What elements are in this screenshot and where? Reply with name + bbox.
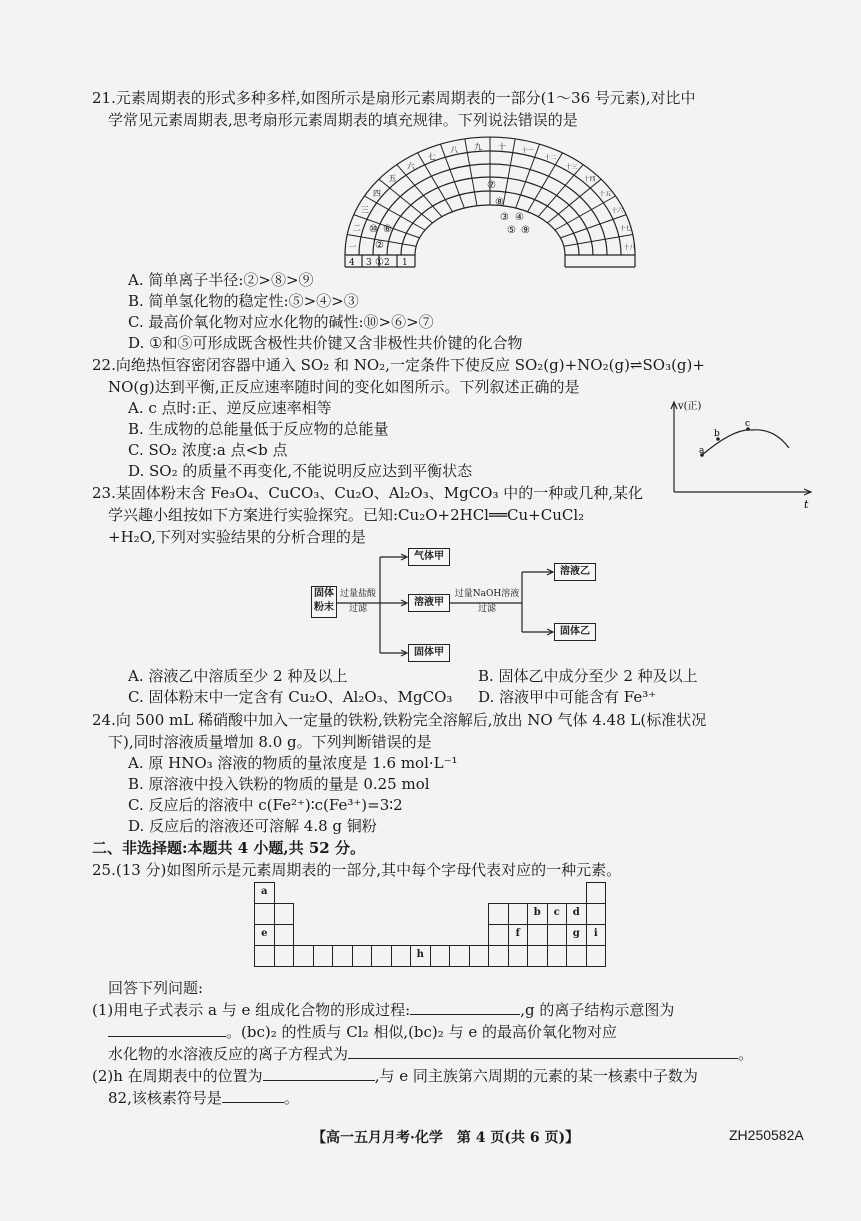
fan-period-label: 八 — [450, 145, 459, 155]
periodic-table-cell: e — [254, 924, 275, 946]
flow-step1-action: 过滤 — [348, 604, 367, 614]
periodic-table-cell — [274, 903, 295, 925]
q21-option-d: D. ①和⑤可形成既含极性共价键又含非极性共价键的化合物 — [128, 334, 523, 352]
fan-period-label: 五 — [388, 174, 397, 184]
answer-blank-ion-diagram[interactable] — [108, 1022, 226, 1037]
periodic-table-cell — [293, 945, 314, 967]
section-heading: 二、非选择题:本题共 4 小题,共 52 分。 — [92, 839, 365, 857]
periodic-table-cell — [332, 945, 353, 967]
fan-ray — [564, 235, 633, 247]
graph-point-a: a — [699, 446, 705, 456]
periodic-table-cell: d — [566, 903, 587, 925]
periodic-table-cell — [566, 945, 587, 967]
periodic-table-cell: f — [508, 924, 529, 946]
q25-p1-text-d: 水化物的水溶液反应的离子方程式为 — [108, 1045, 349, 1063]
q22-option-c: C. SO₂ 浓度:a 点<b 点 — [128, 441, 288, 459]
q22-stem-line2: NO(g)达到平衡,正反应速率随时间的变化如图所示。下列叙述正确的是 — [108, 378, 580, 396]
q24-option-b: B. 原溶液中投入铁粉的物质的量是 0.25 mol — [128, 775, 430, 793]
fan-mark: ⑨ — [521, 225, 530, 236]
flow-gas-jia: 气体甲 — [408, 548, 450, 566]
q21-option-b: B. 简单氢化物的稳定性:⑤>④>③ — [128, 292, 359, 310]
q23-stem-line2: 学兴趣小组按如下方案进行实验探究。已知:Cu₂O+2HCl══Cu+CuCl₂ — [108, 506, 585, 524]
q25-p2-text-b: ,与 e 同主族第六周期的元素的某一核素中子数为 — [374, 1067, 698, 1085]
flow-step2-action: 过滤 — [477, 604, 496, 614]
periodic-table-cell — [313, 945, 334, 967]
periodic-table-cell — [274, 924, 295, 946]
answer-blank-formation[interactable] — [410, 1000, 520, 1015]
periodic-table-cell — [488, 903, 509, 925]
periodic-table-cell — [547, 924, 568, 946]
periodic-table-cell: b — [527, 903, 548, 925]
periodic-table-cell — [391, 945, 412, 967]
periodic-table-cell — [371, 945, 392, 967]
fan-period-label: 十一 — [521, 147, 534, 155]
periodic-table-cell: c — [547, 903, 568, 925]
q25-part1-line2 — [108, 1022, 617, 1042]
periodic-table-cell — [508, 945, 529, 967]
flow-start-label-1: 固体 — [314, 588, 334, 599]
fan-row-label: 1 — [402, 258, 408, 268]
fan-ray — [538, 165, 583, 217]
q21-stem-line1: 21.元素周期表的形式多种多样,如图所示是扇形元素周期表的一部分(1～36 号元素),对比中 — [92, 89, 696, 107]
q23-option-c: C. 固体粉末中一定含有 Cu₂O、Al₂O₃、MgCO₃ — [128, 688, 453, 706]
q25-p1-text-b: ,g 的离子结构示意图为 — [520, 1001, 675, 1019]
flow-step2-reagent: 过量NaOH溶液 — [454, 589, 520, 599]
flow-solid-yi: 固体乙 — [554, 623, 596, 641]
fan-period-label: 七 — [427, 152, 436, 162]
graph-xlabel: t — [804, 498, 809, 510]
q22-stem-line1: 22.向绝热恒容密闭容器中通入 SO₂ 和 NO₂,一定条件下使反应 SO₂(g)+NO₂(g)⇌SO₃(g)+ — [92, 356, 705, 374]
periodic-table-cell: i — [586, 924, 607, 946]
q25-p2-text-c: 82,该核素符号是 — [108, 1089, 222, 1107]
q25-p1-text-a: (1)用电子式表示 a 与 e 组成化合物的形成过程: — [92, 1001, 411, 1019]
periodic-table-cell — [274, 945, 295, 967]
flow-start-box — [311, 586, 337, 618]
q24-option-d: D. 反应后的溶液还可溶解 4.8 g 铜粉 — [128, 817, 377, 835]
periodic-table-cell — [254, 945, 275, 967]
fan-period-label: 十三 — [565, 163, 578, 171]
fan-ray — [379, 179, 433, 223]
periodic-table-grid — [254, 882, 634, 972]
fan-period-label: 一 — [348, 242, 357, 252]
fan-period-label: 十五 — [599, 190, 612, 198]
graph-point-c: c — [745, 419, 751, 429]
fan-ray — [548, 179, 602, 223]
q25-answer-prompt: 回答下列问题: — [108, 979, 204, 997]
footer-code: ZH250582A — [729, 1127, 804, 1143]
fan-period-label: 十七 — [619, 225, 632, 233]
q22-option-a: A. c 点时:正、逆反应速率相等 — [128, 399, 332, 417]
q21-option-a: A. 简单离子半径:②>⑧>⑨ — [128, 271, 314, 289]
fan-mark: ① — [375, 257, 384, 268]
q25-part1-line1 — [92, 1000, 674, 1020]
graph-point-b: b — [714, 429, 720, 439]
periodic-table-cell: g — [566, 924, 587, 946]
periodic-table-cell — [547, 945, 568, 967]
fan-row-label: 2 — [384, 258, 390, 268]
fan-mark: ⑦ — [487, 180, 496, 191]
fan-period-label: 九 — [474, 142, 482, 152]
fan-row-label: 4 — [349, 258, 355, 268]
q25-p2-text-a: (2)h 在周期表中的位置为 — [92, 1067, 263, 1085]
q23-option-a: A. 溶液乙中溶质至少 2 种及以上 — [128, 667, 348, 685]
q23-option-d: D. 溶液甲中可能含有 Fe³⁺ — [478, 688, 657, 706]
q24-stem-line2: 下),同时溶液质量增加 8.0 g。下列判断错误的是 — [108, 733, 432, 751]
fan-row-label: 3 — [366, 258, 372, 268]
q24-option-c: C. 反应后的溶液中 c(Fe²⁺)∶c(Fe³⁺)=3∶2 — [128, 796, 403, 814]
periodic-table-cell — [352, 945, 373, 967]
periodic-table-cell — [586, 903, 607, 925]
periodic-table-cell — [586, 945, 607, 967]
fan-period-label: 十 — [498, 142, 506, 152]
periodic-table-cell: h — [410, 945, 431, 967]
flow-solid-jia: 固体甲 — [408, 644, 450, 662]
flow-solution-yi: 溶液乙 — [554, 563, 596, 581]
q22-option-b: B. 生成物的总能量低于反应物的总能量 — [128, 420, 389, 438]
q23-stem-line3: +H₂O,下列对实验结果的分析合理的是 — [108, 528, 366, 546]
q25-intro: 25.(13 分)如图所示是元素周期表的一部分,其中每个字母代表对应的一种元素。 — [92, 861, 622, 879]
answer-blank-nuclide[interactable] — [222, 1088, 284, 1103]
flow-step1-reagent: 过量盐酸 — [339, 589, 376, 599]
periodic-table-cell — [488, 945, 509, 967]
q25-p1-end: 。 — [738, 1045, 754, 1063]
q24-option-a: A. 原 HNO₃ 溶液的物质的量浓度是 1.6 mol·L⁻¹ — [128, 754, 458, 772]
q23-stem-line1: 23.某固体粉末含 Fe₃O₄、CuCO₃、Cu₂O、Al₂O₃、MgCO₃ 中的一种或几种,某化 — [92, 484, 644, 502]
fan-mark: ⑤ — [507, 225, 516, 236]
periodic-table-cell — [430, 945, 451, 967]
flow-start-label-2: 粉末 — [314, 602, 334, 613]
fan-period-label: 十六 — [611, 207, 624, 215]
fan-period-label: 三 — [360, 205, 369, 215]
periodic-table-cell — [254, 903, 275, 925]
fan-mark: ④ — [515, 212, 524, 223]
periodic-table-cell — [449, 945, 470, 967]
graph-ylabel: v(正) — [678, 401, 702, 412]
periodic-table-cell — [527, 945, 548, 967]
fan-period-label: 二 — [352, 223, 361, 233]
answer-blank-position[interactable] — [263, 1066, 375, 1081]
q24-stem-line1: 24.向 500 mL 稀硝酸中加入一定量的铁粉,铁粉完全溶解后,放出 NO 气体 4.48 L(标准状况 — [92, 711, 707, 729]
rate-time-graph — [664, 398, 824, 510]
q21-option-c: C. 最高价氧化物对应水化物的碱性:⑩>⑥>⑦ — [128, 313, 434, 331]
fan-period-label: 十四 — [583, 176, 596, 184]
q25-part2-line1 — [92, 1066, 698, 1086]
answer-blank-ionic-equation[interactable] — [348, 1044, 738, 1059]
fan-mark: ② — [375, 240, 384, 251]
q21-stem-line2: 学常见元素周期表,思考扇形元素周期表的填充规律。下列说法错误的是 — [108, 111, 578, 129]
fan-period-label: 四 — [373, 188, 381, 198]
flow-solution-jia: 溶液甲 — [408, 594, 450, 612]
periodic-table-cell — [527, 924, 548, 946]
q25-part1-line3 — [108, 1044, 753, 1064]
fan-mark: ⑧ — [495, 197, 504, 208]
fan-ray — [397, 165, 442, 217]
periodic-table-cell — [469, 945, 490, 967]
periodic-table-cell: a — [254, 882, 275, 904]
periodic-table-cell — [586, 882, 607, 904]
fan-period-label: 六 — [406, 161, 415, 171]
q22-option-d: D. SO₂ 的质量不再变化,不能说明反应达到平衡状态 — [128, 462, 473, 480]
q25-part2-line2 — [108, 1088, 299, 1108]
q25-p2-end: 。 — [283, 1089, 299, 1107]
footer-page-info: 【高一五月月考·化学 第 4 页(共 6 页)】 — [312, 1130, 580, 1146]
fan-period-label: 十二 — [544, 154, 557, 162]
periodic-table-cell — [488, 924, 509, 946]
fan-periodic-table — [335, 130, 645, 268]
periodic-table-cell — [508, 903, 529, 925]
fan-mark: ③ — [500, 212, 509, 223]
fan-mark: ⑩ — [369, 224, 378, 235]
q23-option-b: B. 固体乙中成分至少 2 种及以上 — [478, 667, 698, 685]
fan-mark: ⑥ — [383, 224, 392, 235]
q25-p1-text-c: 。(bc)₂ 的性质与 Cl₂ 相似,(bc)₂ 与 e 的最高价氧化物对应 — [226, 1023, 617, 1041]
fan-period-label: 十八 — [623, 244, 636, 252]
